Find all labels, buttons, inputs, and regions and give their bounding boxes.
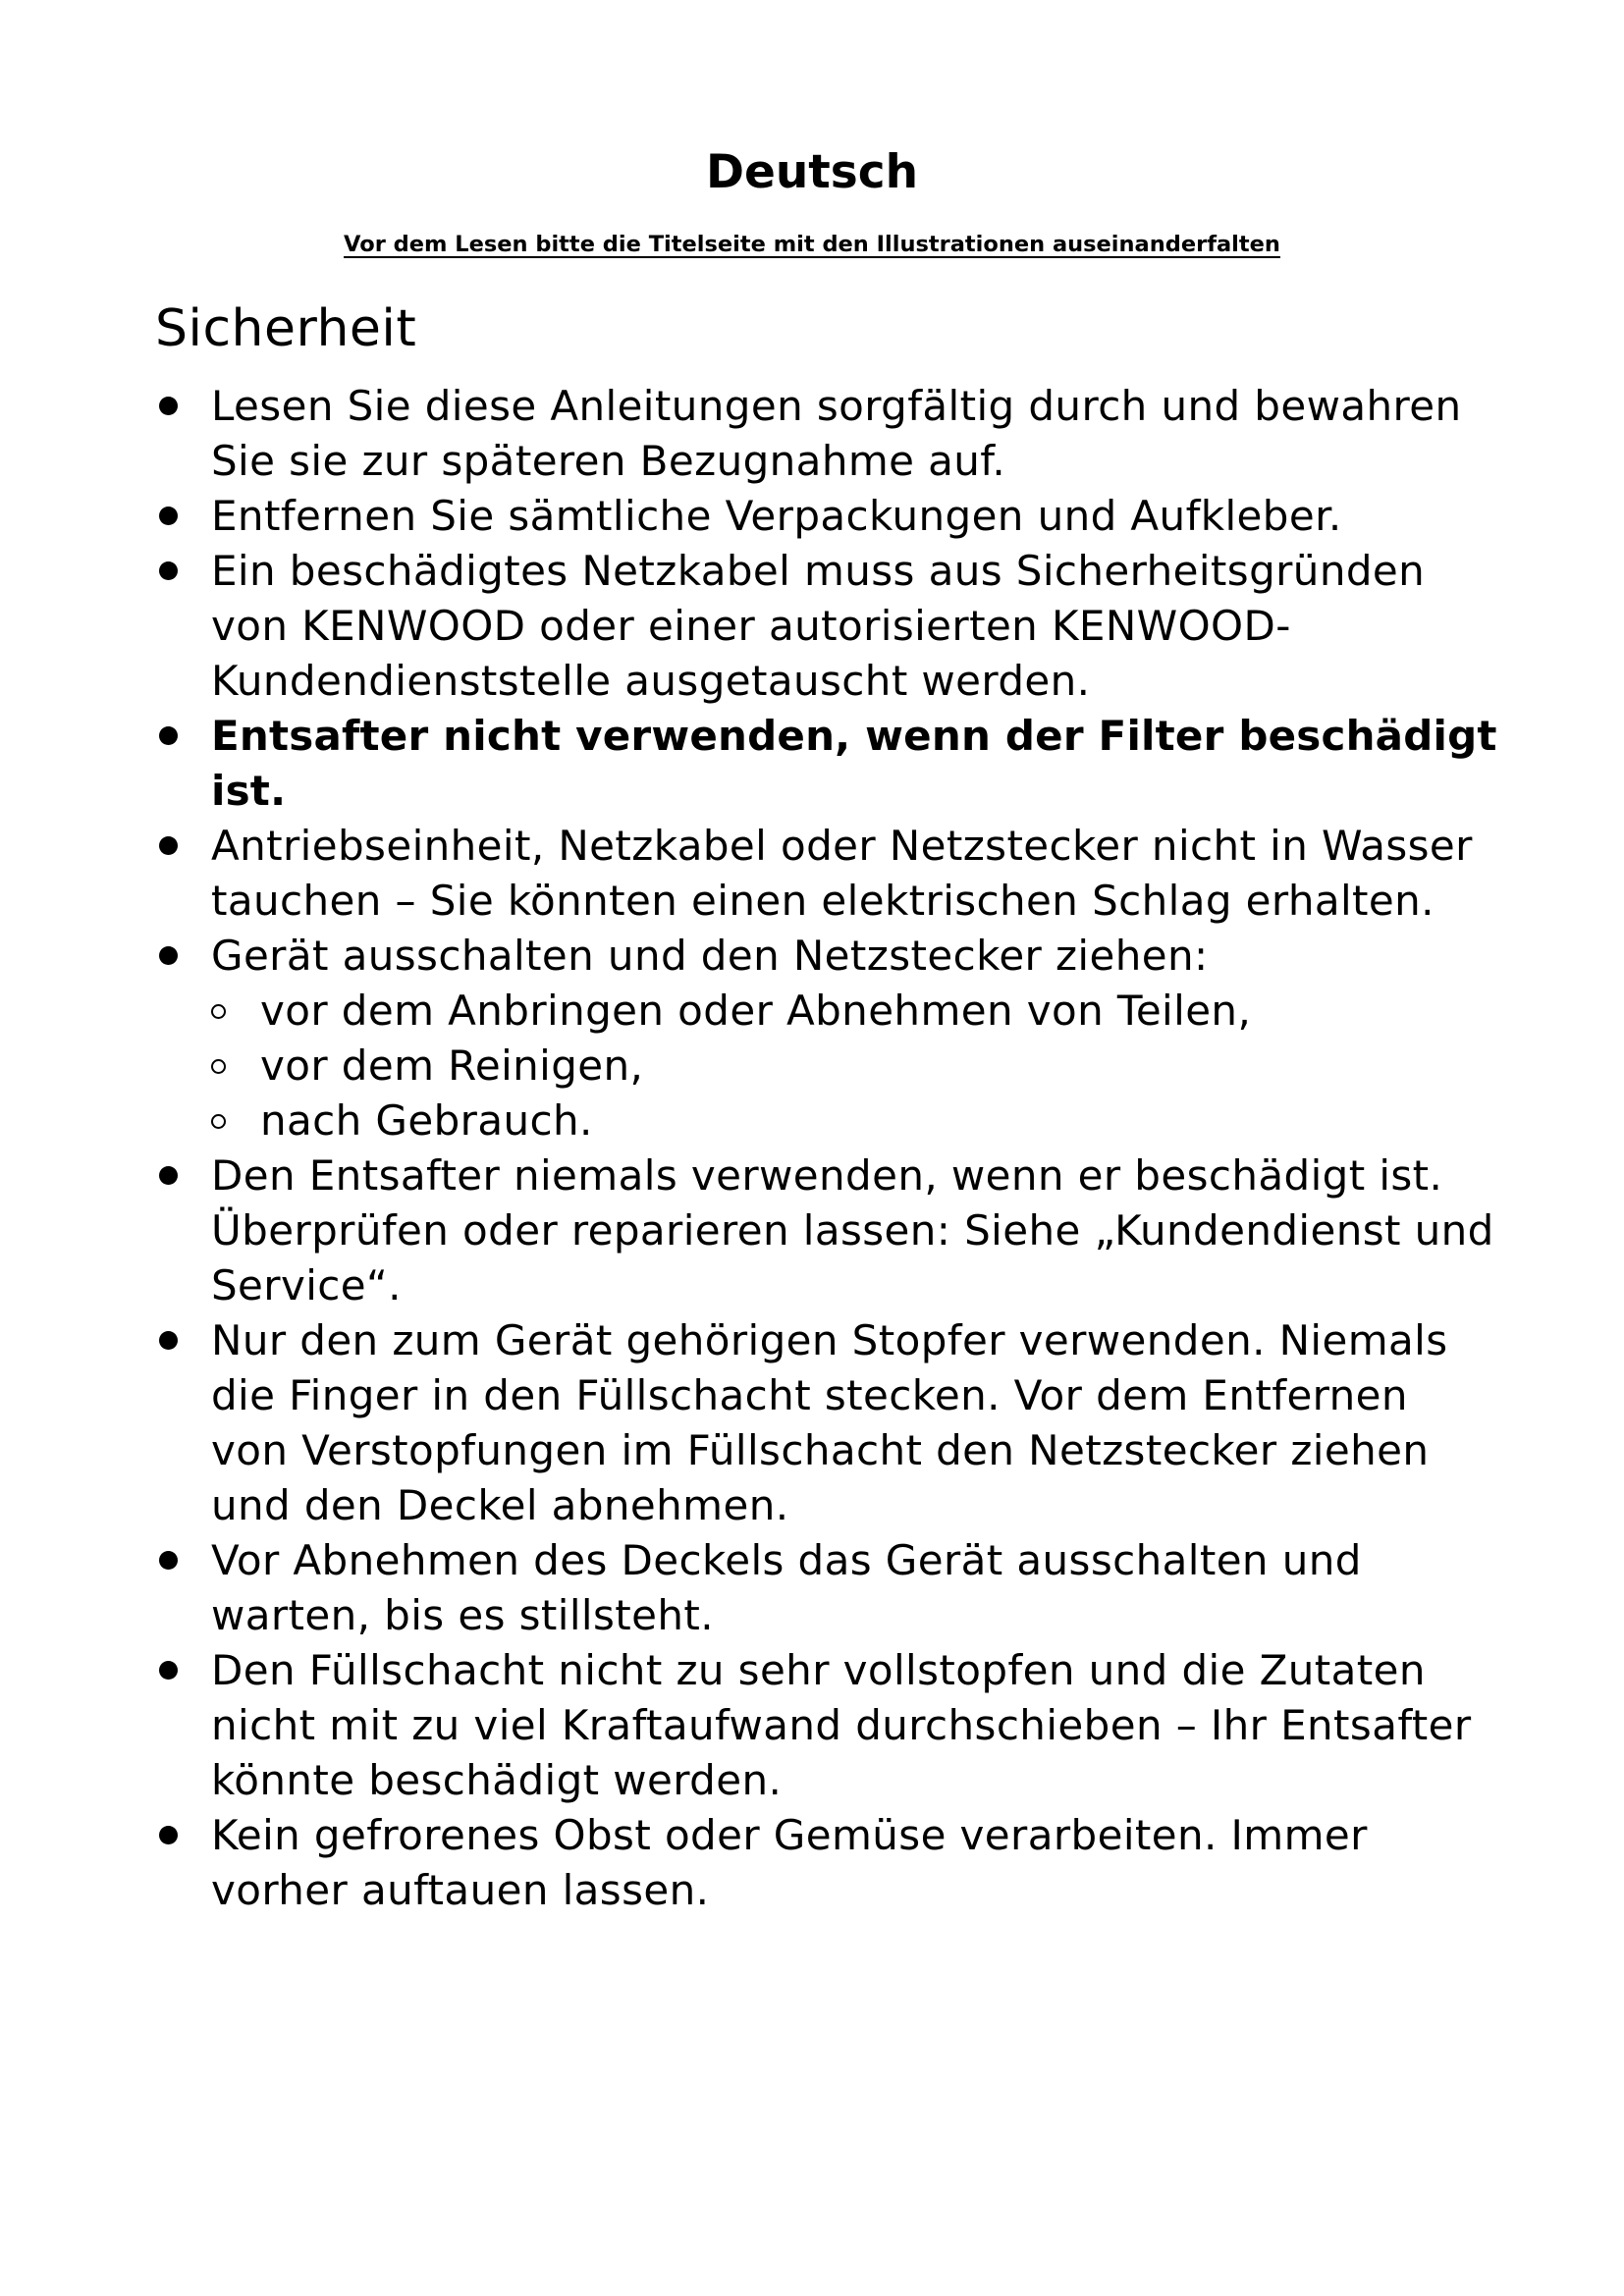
safety-item-no-water [0, 819, 1497, 929]
safety-item-remove-packaging [0, 489, 1497, 544]
bullet-icon [159, 507, 178, 525]
safety-item-text: Ein beschädigtes Netzkabel muss aus Sicherheitsgründen von KENWOOD oder einer autorisierten KENWOOD-Kundendienststelle ausgetauscht werden. [211, 547, 1426, 705]
fold-out-instruction-text: Vor dem Lesen bitte die Titelseite mit den Illustrationen auseinanderfalten [344, 232, 1280, 257]
bullet-icon [159, 1826, 178, 1844]
section-heading-safety: Sicherheit [155, 299, 417, 358]
safety-item-damaged-cord [0, 544, 1497, 709]
bullet-icon [159, 1551, 178, 1570]
safety-item-text: Gerät ausschalten und den Netzstecker ziehen: [211, 932, 1209, 980]
bullet-icon [159, 726, 178, 745]
sub-list-item [211, 1039, 1497, 1094]
sub-list-item [211, 1094, 1497, 1148]
safety-item-unplug [0, 929, 1497, 1148]
circle-bullet-icon [211, 1004, 226, 1019]
safety-item-text: Entsafter nicht verwenden, wenn der Filter beschädigt ist. [211, 712, 1497, 815]
safety-item-text: Entfernen Sie sämtliche Verpackungen und Aufkleber. [211, 492, 1342, 540]
safety-item-frozen-food [0, 1808, 1497, 1918]
safety-item-text: Kein gefrorenes Obst oder Gemüse verarbeiten. Immer vorher auftauen lassen. [211, 1811, 1368, 1914]
fold-out-instruction [0, 230, 1624, 259]
safety-item-overfill [0, 1643, 1497, 1808]
bullet-icon [159, 836, 178, 855]
bullet-icon [159, 946, 178, 965]
safety-item-read-instructions [0, 379, 1497, 489]
safety-item-text: Den Entsafter niemals verwenden, wenn er beschädigt ist. Überprüfen oder reparieren lassen: Siehe „Kundendienst und Service“. [211, 1151, 1494, 1309]
safety-item-damaged-juicer [0, 1148, 1497, 1313]
circle-bullet-icon [211, 1114, 226, 1129]
page-title: Deutsch [705, 145, 919, 199]
unplug-conditions-list [211, 984, 1497, 1148]
safety-item-text: Antriebseinheit, Netzkabel oder Netzstecker nicht in Wasser tauchen – Sie könnten einen elektrischen Schlag erhalten. [211, 822, 1473, 925]
sub-list-item-text: vor dem Anbringen oder Abnehmen von Teilen, [260, 987, 1252, 1035]
safety-item-text: Lesen Sie diese Anleitungen sorgfältig durch und bewahren Sie sie zur späteren Bezugnahme auf. [211, 382, 1462, 485]
safety-item-pusher [0, 1313, 1497, 1533]
safety-item-text: Den Füllschacht nicht zu sehr vollstopfen und die Zutaten nicht mit zu viel Kraftaufwand durchschieben – Ihr Entsafter könnte beschädigt werden. [211, 1646, 1472, 1804]
safety-list [0, 379, 1624, 1918]
circle-bullet-icon [211, 1059, 226, 1074]
safety-item-damaged-filter [0, 709, 1497, 819]
sub-list-item [211, 984, 1497, 1039]
bullet-icon [159, 1166, 178, 1185]
sub-list-item-text: nach Gebrauch. [260, 1096, 593, 1145]
safety-item-lid-removal [0, 1533, 1497, 1643]
sub-list-item-text: vor dem Reinigen, [260, 1041, 644, 1090]
safety-item-text: Nur den zum Gerät gehörigen Stopfer verwenden. Niemals die Finger in den Füllschacht stecken. Vor dem Entfernen von Verstopfungen im Füllschacht den Netzstecker ziehen und den Deckel abnehmen. [211, 1316, 1448, 1529]
bullet-icon [159, 1331, 178, 1350]
bullet-icon [159, 1661, 178, 1680]
bullet-icon [159, 561, 178, 580]
bullet-icon [159, 397, 178, 415]
safety-item-text: Vor Abnehmen des Deckels das Gerät ausschalten und warten, bis es stillsteht. [211, 1536, 1362, 1639]
